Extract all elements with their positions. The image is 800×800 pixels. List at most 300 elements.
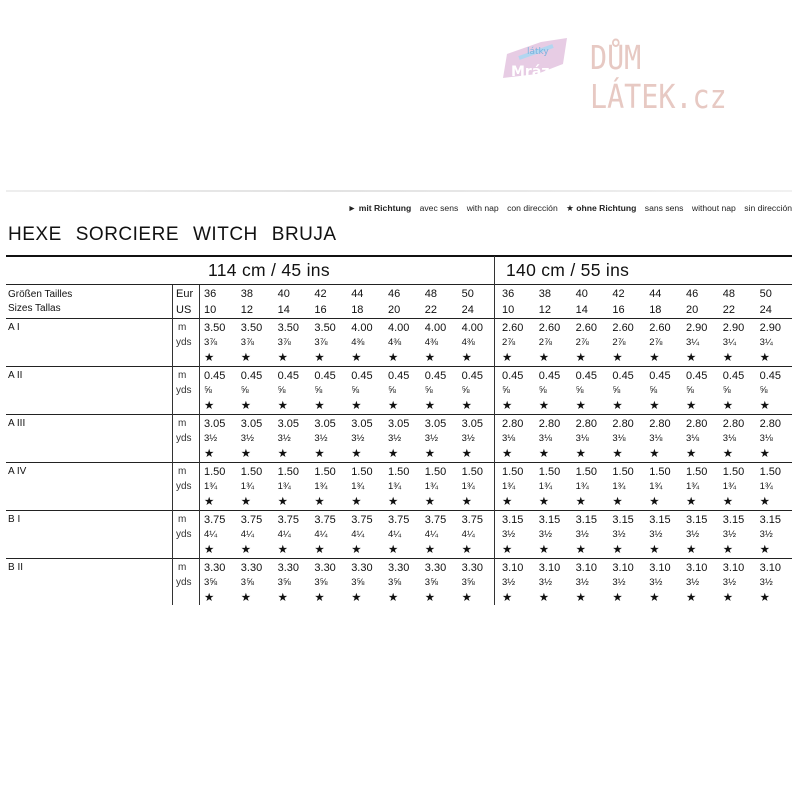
unit-yds: yds <box>176 337 192 348</box>
yards-value: 3½ <box>502 577 516 588</box>
meters-value: 3.10 <box>649 562 671 574</box>
meters-value: 3.15 <box>612 514 634 526</box>
yards-value: 3⅛ <box>722 433 737 444</box>
meters-value: 3.30 <box>314 562 336 574</box>
star-icon: ★ <box>424 496 436 508</box>
meters-value: 3.15 <box>722 514 745 526</box>
page-title <box>8 224 351 246</box>
dum-latek-logo: DŮM LÁTEK.cz <box>590 38 727 116</box>
meters-value: 1.50 <box>612 466 634 478</box>
us-size: 18 <box>649 304 662 316</box>
yards-value: 3⅞ <box>204 337 218 348</box>
star-icon: ★ <box>612 592 623 604</box>
yards-value: 1¾ <box>502 481 516 492</box>
meters-value: 2.60 <box>538 322 561 334</box>
meters-value: 3.30 <box>388 562 410 574</box>
star-icon: ★ <box>722 544 734 556</box>
star-icon: ★ <box>759 592 770 604</box>
yards-value: 1¾ <box>575 481 589 492</box>
yards-value: 3½ <box>686 577 700 588</box>
star-icon: ★ <box>759 352 770 364</box>
star-icon: ★ <box>612 352 623 364</box>
nonap-symbol: ★ <box>566 203 574 213</box>
row-label: B II <box>8 562 24 573</box>
meters-value: 3.05 <box>351 418 373 430</box>
yards-value: 4¼ <box>424 529 439 540</box>
meters-value: 0.45 <box>612 370 634 382</box>
star-icon: ★ <box>461 352 472 364</box>
unit-yds: yds <box>176 577 192 588</box>
star-icon: ★ <box>424 400 436 412</box>
title-de: HEXE <box>8 224 62 245</box>
unit-yds: yds <box>176 481 192 492</box>
meters-value: 0.45 <box>502 370 524 382</box>
meters-value: 1.50 <box>686 466 708 478</box>
star-icon: ★ <box>461 400 472 412</box>
eur-size: 50 <box>461 288 474 300</box>
us-size: 10 <box>502 304 515 316</box>
unit-m: m <box>178 466 187 477</box>
yards-value: 3½ <box>759 529 773 540</box>
star-icon: ★ <box>314 352 325 364</box>
yards-value: 3⅞ <box>314 337 328 348</box>
star-icon: ★ <box>314 496 325 508</box>
row-label: A IV <box>8 466 27 477</box>
row-rule <box>6 414 792 415</box>
star-icon: ★ <box>612 400 623 412</box>
meters-value: 2.80 <box>502 418 524 430</box>
star-icon: ★ <box>575 544 586 556</box>
star-icon: ★ <box>649 448 660 460</box>
yards-value: 2⅞ <box>612 337 626 348</box>
star-icon: ★ <box>759 400 770 412</box>
yards-value: 3½ <box>538 529 553 540</box>
star-icon: ★ <box>686 496 697 508</box>
meters-value: 3.10 <box>502 562 524 574</box>
size-header-rule <box>6 318 792 319</box>
star-icon: ★ <box>759 496 770 508</box>
star-icon: ★ <box>388 592 399 604</box>
yards-value: ⅝ <box>722 385 731 396</box>
star-icon: ★ <box>686 544 697 556</box>
star-icon: ★ <box>686 400 697 412</box>
nonap-es: sin dirección <box>744 203 792 213</box>
yards-value: 3½ <box>722 529 737 540</box>
unit-column-divider <box>199 285 200 605</box>
yards-value: 3¼ <box>722 337 737 348</box>
meters-value: 0.45 <box>277 370 300 382</box>
star-icon: ★ <box>204 400 215 412</box>
star-icon: ★ <box>575 592 586 604</box>
star-icon: ★ <box>388 400 399 412</box>
eur-size: 36 <box>502 288 515 300</box>
star-icon: ★ <box>240 448 252 460</box>
yards-value: ⅝ <box>612 385 621 396</box>
eur-size: 46 <box>388 288 401 300</box>
meters-value: 2.80 <box>612 418 634 430</box>
us-size: 12 <box>240 304 254 316</box>
yards-value: 1¾ <box>240 481 255 492</box>
meters-value: 1.50 <box>538 466 561 478</box>
star-icon: ★ <box>722 352 734 364</box>
row-label: A III <box>8 418 26 429</box>
star-icon: ★ <box>388 352 399 364</box>
star-icon: ★ <box>538 544 550 556</box>
star-icon: ★ <box>388 496 399 508</box>
star-icon: ★ <box>240 592 252 604</box>
meters-value: 1.50 <box>502 466 524 478</box>
eur-size: 42 <box>314 288 327 300</box>
star-icon: ★ <box>314 592 325 604</box>
star-icon: ★ <box>612 544 623 556</box>
star-icon: ★ <box>686 448 697 460</box>
eur-size: 40 <box>575 288 588 300</box>
star-icon: ★ <box>277 592 288 604</box>
yards-value: ⅝ <box>649 385 658 396</box>
eur-size: 38 <box>240 288 254 300</box>
unit-yds: yds <box>176 529 192 540</box>
title-es: BRUJA <box>271 224 337 245</box>
star-icon: ★ <box>424 544 436 556</box>
meters-value: 3.75 <box>351 514 373 526</box>
meters-value: 3.05 <box>388 418 410 430</box>
row-rule <box>6 366 792 367</box>
star-icon: ★ <box>388 544 399 556</box>
unit-m: m <box>178 370 187 381</box>
meters-value: 1.50 <box>759 466 782 478</box>
meters-value: 2.90 <box>686 322 708 334</box>
yards-value: 3½ <box>351 433 365 444</box>
star-icon: ★ <box>424 592 436 604</box>
yards-value: 1¾ <box>612 481 626 492</box>
meters-value: 2.60 <box>575 322 598 334</box>
meters-value: 3.30 <box>461 562 484 574</box>
yards-value: 3½ <box>649 529 663 540</box>
yards-value: 3½ <box>461 433 475 444</box>
star-icon: ★ <box>240 544 252 556</box>
us-size: 24 <box>461 304 474 316</box>
meters-value: 3.75 <box>277 514 300 526</box>
star-icon: ★ <box>759 448 770 460</box>
star-icon: ★ <box>686 592 697 604</box>
sizes-label-1: Größen Tailles <box>8 289 73 300</box>
yards-value: 4¼ <box>314 529 328 540</box>
meters-value: 2.90 <box>722 322 745 334</box>
meters-value: 1.50 <box>277 466 300 478</box>
meters-value: 0.45 <box>575 370 598 382</box>
meters-value: 0.45 <box>351 370 373 382</box>
yards-value: ⅝ <box>388 385 396 396</box>
meters-value: 3.15 <box>649 514 671 526</box>
meters-value: 0.45 <box>538 370 561 382</box>
title-fr: SORCIERE <box>75 224 179 245</box>
us-size: 16 <box>314 304 327 316</box>
us-size: 22 <box>722 304 736 316</box>
us-size: 12 <box>538 304 552 316</box>
eur-size: 46 <box>686 288 699 300</box>
star-icon: ★ <box>502 448 513 460</box>
yards-value: 3⅝ <box>277 577 291 588</box>
header-rule <box>6 284 792 285</box>
nap-de: mit Richtung <box>358 203 412 213</box>
meters-value: 3.15 <box>575 514 598 526</box>
yards-value: 3½ <box>424 433 439 444</box>
us-size: 14 <box>575 304 588 316</box>
meters-value: 3.10 <box>575 562 598 574</box>
yards-value: ⅝ <box>204 385 212 396</box>
yards-value: 3¼ <box>686 337 700 348</box>
meters-value: 4.00 <box>424 322 447 334</box>
yards-value: 3½ <box>314 433 328 444</box>
star-icon: ★ <box>461 448 472 460</box>
meters-value: 1.50 <box>424 466 447 478</box>
yards-value: ⅝ <box>424 385 433 396</box>
yards-value: ⅝ <box>240 385 249 396</box>
meters-value: 2.60 <box>649 322 671 334</box>
row-label: B I <box>8 514 21 525</box>
row-label: A I <box>8 322 20 333</box>
yards-value: 3⅞ <box>240 337 255 348</box>
meters-value: 3.75 <box>204 514 226 526</box>
yards-value: 3½ <box>204 433 218 444</box>
meters-value: 0.45 <box>649 370 671 382</box>
star-icon: ★ <box>722 448 734 460</box>
eur-label: Eur <box>176 288 194 300</box>
meters-value: 3.05 <box>277 418 300 430</box>
star-icon: ★ <box>351 352 362 364</box>
yards-value: 3⅛ <box>649 433 663 444</box>
yards-value: 1¾ <box>277 481 291 492</box>
yards-value: 3¼ <box>759 337 773 348</box>
meters-value: 0.45 <box>722 370 745 382</box>
yards-value: 3⅝ <box>461 577 475 588</box>
star-icon: ★ <box>575 496 586 508</box>
yards-value: 4¼ <box>461 529 475 540</box>
meters-value: 4.00 <box>461 322 484 334</box>
us-size: 22 <box>424 304 438 316</box>
meters-value: 0.45 <box>204 370 226 382</box>
star-icon: ★ <box>722 496 734 508</box>
yards-value: 1¾ <box>686 481 700 492</box>
meters-value: 0.45 <box>240 370 263 382</box>
meters-value: 2.80 <box>538 418 561 430</box>
unit-m: m <box>178 322 187 333</box>
star-icon: ★ <box>612 496 623 508</box>
meters-value: 3.05 <box>204 418 226 430</box>
star-icon: ★ <box>575 352 586 364</box>
yards-value: 3⅞ <box>277 337 291 348</box>
star-icon: ★ <box>538 592 550 604</box>
star-icon: ★ <box>351 592 362 604</box>
yards-value: ⅝ <box>575 385 584 396</box>
meters-value: 2.60 <box>502 322 524 334</box>
meters-value: 1.50 <box>388 466 410 478</box>
meters-value: 1.50 <box>240 466 263 478</box>
star-icon: ★ <box>461 496 472 508</box>
meters-value: 1.50 <box>575 466 598 478</box>
yards-value: 3½ <box>575 529 589 540</box>
meters-value: 0.45 <box>759 370 782 382</box>
unit-yds: yds <box>176 433 192 444</box>
star-icon: ★ <box>722 400 734 412</box>
eur-size: 38 <box>538 288 552 300</box>
star-icon: ★ <box>277 352 288 364</box>
yards-value: 3⅝ <box>314 577 328 588</box>
yards-value: 3⅛ <box>686 433 700 444</box>
meters-value: 3.05 <box>240 418 263 430</box>
yards-value: 1¾ <box>204 481 218 492</box>
yards-value: 1¾ <box>461 481 475 492</box>
us-size: 10 <box>204 304 217 316</box>
us-label: US <box>176 304 192 316</box>
yards-value: ⅝ <box>502 385 510 396</box>
yards-value: 3⅛ <box>575 433 589 444</box>
meters-value: 0.45 <box>314 370 336 382</box>
nonap-fr: sans sens <box>644 203 684 213</box>
meters-value: 0.45 <box>686 370 708 382</box>
star-icon: ★ <box>240 496 252 508</box>
star-icon: ★ <box>204 448 215 460</box>
yards-value: 1¾ <box>424 481 439 492</box>
star-icon: ★ <box>351 448 362 460</box>
yards-value: 3⅛ <box>502 433 516 444</box>
meters-value: 1.50 <box>314 466 336 478</box>
yards-value: 1¾ <box>538 481 553 492</box>
us-size: 24 <box>759 304 772 316</box>
yards-value: 3⅛ <box>538 433 553 444</box>
yards-value: 2⅞ <box>538 337 553 348</box>
meters-value: 3.15 <box>502 514 524 526</box>
eur-size: 40 <box>277 288 290 300</box>
meters-value: 3.75 <box>388 514 410 526</box>
meters-value: 3.15 <box>538 514 561 526</box>
yards-value: 3½ <box>759 577 773 588</box>
star-icon: ★ <box>649 544 660 556</box>
yards-value: 1¾ <box>388 481 402 492</box>
yards-value: 3½ <box>240 433 255 444</box>
eur-size: 50 <box>759 288 772 300</box>
meters-value: 2.80 <box>575 418 598 430</box>
meters-value: 3.75 <box>314 514 336 526</box>
star-icon: ★ <box>314 544 325 556</box>
star-icon: ★ <box>277 544 288 556</box>
meters-value: 3.10 <box>612 562 634 574</box>
yards-value: 3⅝ <box>424 577 439 588</box>
yards-value: ⅝ <box>277 385 286 396</box>
star-icon: ★ <box>575 400 586 412</box>
star-icon: ★ <box>722 592 734 604</box>
unit-m: m <box>178 562 187 573</box>
yards-value: 4⅜ <box>351 337 365 348</box>
nap-symbol: ► <box>347 203 357 213</box>
meters-value: 3.05 <box>424 418 447 430</box>
yards-value: 4¼ <box>240 529 255 540</box>
yards-value: 4¼ <box>277 529 291 540</box>
star-icon: ★ <box>277 448 288 460</box>
nap-fr: avec sens <box>419 203 459 213</box>
table-top-rule <box>6 255 792 257</box>
us-size: 20 <box>388 304 401 316</box>
nonap-de: ohne Richtung <box>576 203 637 213</box>
star-icon: ★ <box>204 496 215 508</box>
yards-value: ⅝ <box>351 385 360 396</box>
star-icon: ★ <box>424 352 436 364</box>
meters-value: 3.75 <box>240 514 263 526</box>
star-icon: ★ <box>538 400 550 412</box>
meters-value: 3.50 <box>240 322 263 334</box>
yards-value: ⅝ <box>461 385 470 396</box>
star-icon: ★ <box>388 448 399 460</box>
meters-value: 4.00 <box>351 322 373 334</box>
meters-value: 1.50 <box>204 466 226 478</box>
yards-value: ⅝ <box>538 385 547 396</box>
star-icon: ★ <box>277 496 288 508</box>
yards-value: 3⅛ <box>759 433 773 444</box>
logo-mraz-top: látky <box>527 47 549 57</box>
meters-value: 3.10 <box>759 562 782 574</box>
unit-m: m <box>178 418 187 429</box>
star-icon: ★ <box>204 544 215 556</box>
yards-value: 3⅝ <box>204 577 218 588</box>
yards-value: 3½ <box>575 577 589 588</box>
yards-value: 3⅛ <box>612 433 626 444</box>
nonap-en: without nap <box>691 203 736 213</box>
meters-value: 3.75 <box>424 514 447 526</box>
meters-value: 3.15 <box>759 514 782 526</box>
star-icon: ★ <box>686 352 697 364</box>
meters-value: 3.50 <box>204 322 226 334</box>
star-icon: ★ <box>649 496 660 508</box>
meters-value: 2.60 <box>612 322 634 334</box>
meters-value: 1.50 <box>461 466 484 478</box>
eur-size: 48 <box>424 288 438 300</box>
us-size: 18 <box>351 304 364 316</box>
group-114-heading: 114 cm / 45 ins <box>208 260 330 280</box>
star-icon: ★ <box>538 448 550 460</box>
yards-value: 2⅞ <box>575 337 589 348</box>
yards-value: 3⅝ <box>388 577 402 588</box>
group-divider <box>494 256 495 605</box>
latky-mraz-logo <box>497 34 573 86</box>
meters-value: 3.50 <box>277 322 300 334</box>
meters-value: 1.50 <box>351 466 373 478</box>
meters-value: 0.45 <box>461 370 484 382</box>
group-140-heading: 140 cm / 55 ins <box>506 260 630 280</box>
yards-value: 3½ <box>538 577 553 588</box>
nap-es: con dirección <box>507 203 558 213</box>
star-icon: ★ <box>240 400 252 412</box>
star-icon: ★ <box>424 448 436 460</box>
meters-value: 0.45 <box>388 370 410 382</box>
meters-value: 3.30 <box>424 562 447 574</box>
meters-value: 3.15 <box>686 514 708 526</box>
yards-value: ⅝ <box>759 385 768 396</box>
star-icon: ★ <box>502 592 513 604</box>
meters-value: 2.90 <box>759 322 782 334</box>
meters-value: 3.10 <box>686 562 708 574</box>
yards-value: 2⅞ <box>649 337 663 348</box>
star-icon: ★ <box>314 400 325 412</box>
meters-value: 4.00 <box>388 322 410 334</box>
nap-legend <box>348 203 792 214</box>
star-icon: ★ <box>502 544 513 556</box>
eur-size: 36 <box>204 288 217 300</box>
star-icon: ★ <box>649 592 660 604</box>
meters-value: 2.80 <box>649 418 671 430</box>
meters-value: 3.30 <box>277 562 300 574</box>
yards-value: 1¾ <box>722 481 737 492</box>
yards-value: 3⅝ <box>351 577 365 588</box>
